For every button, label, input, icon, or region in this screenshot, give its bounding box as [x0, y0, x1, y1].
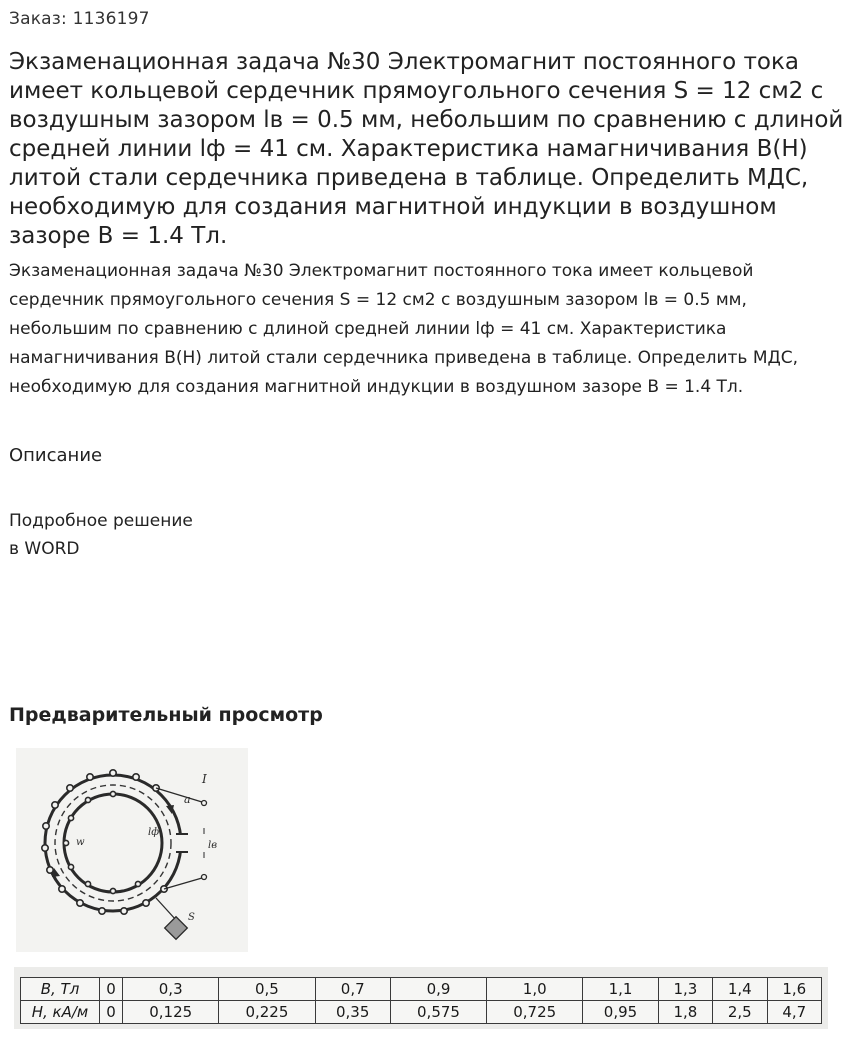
order-number: Заказ: 1136197: [9, 9, 150, 29]
mean-line: [55, 785, 171, 901]
h-value: 1,8: [658, 1001, 712, 1024]
h-value: 2,5: [713, 1001, 767, 1024]
solution-line-1: Подробное решение: [9, 511, 193, 531]
label-current: I: [202, 772, 207, 786]
b-value: 0,3: [123, 978, 219, 1001]
electromagnet-figure: [16, 748, 248, 952]
magnetization-table: [20, 977, 822, 1024]
magnetization-table-image: [14, 967, 828, 1029]
description-label: Описание: [9, 445, 103, 466]
task-title: Экзаменационная задача №30 Электромагнит постоянного тока имеет кольцевой сердечник прямоугольного сечения S = 12 см2 с воздушным зазором lв = 0.5 мм, небольшим по сравнению с длиной средней линии lф = 41 см. Характеристика намагничивания В(Н) литой стали сердечника приведена в таблице. Определить МДС, необходимую для создания магнитной индукции в воздушном зазоре В = 1.4 Тл.: [9, 49, 844, 249]
label-lf: lф: [148, 827, 160, 838]
electromagnet-diagram: [16, 748, 248, 952]
b-value: 0: [100, 978, 123, 1001]
task-description: Экзаменационная задача №30 Электромагнит постоянного тока имеет кольцевой сердечник прямоугольного сечения S = 12 см2 с воздушным зазором lв = 0.5 мм, небольшим по сравнению с длиной средней линии lф = 41 см. Характеристика намагничивания В(Н) литой стали сердечника приведена в таблице. Определить МДС, необходимую для создания магнитной индукции в воздушном зазоре В = 1.4 Тл.: [9, 261, 799, 397]
b-value: 0,7: [315, 978, 390, 1001]
b-value: 0,5: [219, 978, 315, 1001]
label-alpha: a: [184, 793, 191, 806]
label-w: w: [76, 837, 85, 848]
b-value: 1,6: [767, 978, 821, 1001]
h-value: 0,35: [315, 1001, 390, 1024]
table-row-b: [21, 978, 822, 1001]
h-value: 4,7: [767, 1001, 821, 1024]
h-value: 0,95: [583, 1001, 658, 1024]
h-value: 0,225: [219, 1001, 315, 1024]
solution-line-2: в WORD: [9, 539, 80, 559]
air-gap: [176, 835, 188, 851]
label-s: S: [188, 912, 195, 923]
h-value: 0,725: [487, 1001, 583, 1024]
row-label-h: H, кА/м: [21, 1001, 100, 1024]
b-value: 0,9: [390, 978, 486, 1001]
row-label-b: B, Тл: [21, 978, 100, 1001]
solution-info: [9, 507, 193, 563]
h-value: 0: [100, 1001, 123, 1024]
b-value: 1,4: [713, 978, 767, 1001]
b-value: 1,0: [487, 978, 583, 1001]
preview-heading: Предварительный просмотр: [9, 704, 323, 726]
h-value: 0,575: [390, 1001, 486, 1024]
b-value: 1,3: [658, 978, 712, 1001]
h-value: 0,125: [123, 1001, 219, 1024]
b-value: 1,1: [583, 978, 658, 1001]
cross-section: [165, 917, 188, 940]
table-row-h: [21, 1001, 822, 1024]
label-lv: lв: [208, 840, 218, 851]
